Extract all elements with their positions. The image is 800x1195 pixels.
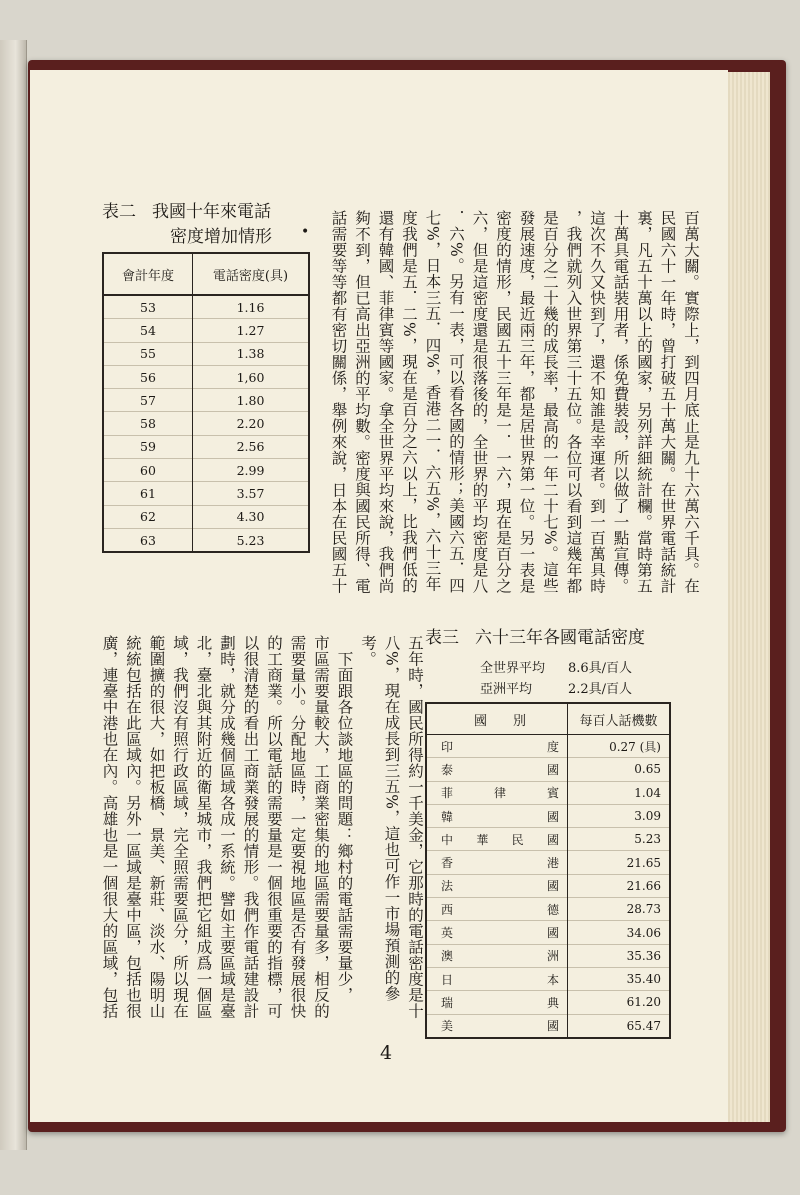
asia-avg-value: 2.2具/百人: [568, 682, 633, 697]
table-header-row: [426, 703, 670, 735]
world-avg-label: 全世界平均: [480, 661, 546, 676]
table-cell-value: 5.23: [568, 828, 671, 851]
table-cell-label: 澳洲: [426, 944, 568, 967]
table-cell-label: 韓國: [426, 804, 568, 827]
table-cell-label: 香港: [426, 851, 568, 874]
table-cell-value: 4.30: [193, 505, 310, 528]
table-cell-value: 34.06: [568, 921, 671, 944]
table-row: [103, 365, 309, 388]
table-header-row: [103, 253, 309, 295]
table-row: [426, 781, 670, 804]
table3-country-density: [425, 702, 671, 1039]
table-cell-value: 21.65: [568, 851, 671, 874]
table-cell-value: 28.73: [568, 898, 671, 921]
table-cell-label: 53: [103, 295, 193, 319]
table-cell-label: 54: [103, 319, 193, 342]
world-average: [480, 658, 632, 679]
table-row: [426, 851, 670, 874]
table-row: [103, 505, 309, 528]
table-row: [426, 991, 670, 1014]
table2-label: 表二: [102, 202, 136, 222]
book-page: [30, 70, 728, 1122]
table-cell-label: 菲律賓: [426, 781, 568, 804]
table3-title: 六十三年各國電話密度: [475, 628, 645, 648]
table-row: [103, 295, 309, 319]
table-row: [103, 412, 309, 435]
table-cell-label: 58: [103, 412, 193, 435]
page-number: 4: [380, 1042, 393, 1064]
table-cell-value: 1.80: [193, 389, 310, 412]
table2-caption: [102, 200, 271, 224]
table-cell-value: 2.56: [193, 435, 310, 458]
table-cell-value: 2.99: [193, 459, 310, 482]
table-row: [103, 435, 309, 458]
table-cell-value: 35.40: [568, 967, 671, 990]
table-cell-value: 35.36: [568, 944, 671, 967]
table-cell-label: 泰國: [426, 758, 568, 781]
table-cell-label: 55: [103, 342, 193, 365]
table-cell-value: 1.38: [193, 342, 310, 365]
table-row: [426, 921, 670, 944]
table-cell-label: 60: [103, 459, 193, 482]
averages-block: [480, 658, 632, 700]
bullet-mark: •: [301, 224, 310, 240]
table-cell-value: 61.20: [568, 991, 671, 1014]
table3-caption: [425, 626, 645, 650]
table-cell-value: 1.16: [193, 295, 310, 319]
table-cell-label: 56: [103, 365, 193, 388]
table-cell-label: 57: [103, 389, 193, 412]
table-row: [103, 482, 309, 505]
page-stack-edge: [726, 72, 770, 1122]
table-row: [426, 735, 670, 758]
table-cell-label: 印度: [426, 735, 568, 758]
asia-average: [480, 679, 632, 700]
table-row: [426, 874, 670, 897]
table-cell-label: 中華民國: [426, 828, 568, 851]
table-row: [426, 828, 670, 851]
table3-label: 表三: [425, 628, 459, 648]
table2-title-line2: 密度增加情形: [170, 227, 272, 247]
table-cell-value: 21.66: [568, 874, 671, 897]
table-cell-label: 英國: [426, 921, 568, 944]
table-cell-value: 65.47: [568, 1014, 671, 1038]
asia-avg-label: 亞洲平均: [480, 682, 533, 697]
table-row: [103, 389, 309, 412]
table-cell-value: 1.04: [568, 781, 671, 804]
table-row: [103, 459, 309, 482]
table2-title-line1: 我國十年來電話: [152, 202, 271, 222]
table-row: [103, 342, 309, 365]
table-cell-value: 1.27: [193, 319, 310, 342]
table-cell-label: 日本: [426, 967, 568, 990]
table-cell-label: 瑞典: [426, 991, 568, 1014]
facing-page-edge: [0, 40, 27, 1150]
table-row: [426, 898, 670, 921]
table-cell-value: 3.09: [568, 804, 671, 827]
table-row: [426, 758, 670, 781]
lower-text-block: 五年時，國民所得約一千美金，它那時的電話密度是十 八%，現在成長到三五%，這也可作一市場預測的參 考。 下面跟各位談地區的問題：鄉村的電話需要量少， 市區需要量較大，工商業密集的地區需要量多，相反的 需要量小。分配地區時，一定要視地區是否有發展很快 的工商業。所以電話的需要量是一個很重要的指標，可 以很清楚的看出工商業發展的情形。我們作電話建設計 劃時，就分成幾個區域各成一系統。譬如主要區域是臺 北，臺北與其附近的衛星城市，我們把它組成爲一個區 域，我們沒有照行政區域，完全照需要區分，所以現在 範圍擴的很大，如把板橋、景美、新莊、淡水、陽明山 統統包括在此區域內。另外一區域是臺中區，包括也很 廣，連臺中港也在內。高雄也是一個很大的區域，包括: [100, 635, 424, 1019]
table2-header-density: 電話密度(具): [193, 253, 310, 295]
table-row: [426, 944, 670, 967]
table2-caption-line2: [170, 225, 272, 249]
table3-header-country: 國 別: [426, 703, 568, 735]
table-cell-value: 2.20: [193, 412, 310, 435]
table-row: [426, 1014, 670, 1038]
table-cell-label: 62: [103, 505, 193, 528]
table-cell-value: 1,60: [193, 365, 310, 388]
table-cell-label: 63: [103, 528, 193, 552]
table-cell-value: 5.23: [193, 528, 310, 552]
table-cell-value: 3.57: [193, 482, 310, 505]
table-cell-label: 59: [103, 435, 193, 458]
table-cell-value: 0.27 (具): [568, 735, 671, 758]
table-cell-label: 美國: [426, 1014, 568, 1038]
table-cell-label: 61: [103, 482, 193, 505]
table-cell-label: 法國: [426, 874, 568, 897]
table3-header-phones: 每百人話機數: [568, 703, 671, 735]
table-row: [103, 319, 309, 342]
table-row: [426, 804, 670, 827]
world-avg-value: 8.6具/百人: [568, 661, 633, 676]
table2-density-growth: [102, 252, 310, 553]
table2-header-year: 會計年度: [103, 253, 193, 295]
table-row: [103, 528, 309, 552]
upper-text-block: 百萬大關。實際上，到四月底止是九十六萬六千具。在 民國六十一年時，曾打破五十萬大關。在世界電話統計 裏，凡五十萬以上的國家，另列詳細統計欄。當時第五 十萬具電話裝用者，係免費裝設，所以做了一點宣傳。 這次不久又快到了，還不知誰是幸運者。到一百萬具時 ，我們就列入世界第三十五位。各位可以看到這幾年都 是百分之二十幾的成長率，最高的一年二十七%。這些 發展速度，最近兩三年，都是居世界第一位。另一表是 密度的情形，民國五十三年是一．一六，現在是百分之 六，但是這密度還是很落後的，全世界的平均密度是八 ．六%。另有一表，可以看各國的情形；美國六五．四 七%，日本三五．四%，香港二一．六五%，六十三年 度我們是五．二%，現在是百分之六以上，比我們低的 還有韓國、菲律賓等國家。拿全世界平均來說，我們尚 夠不到，但已高出亞洲的平均數。密度與國民所得、電 話需要等等都有密切關係，舉例來說，日本在民國五十: [329, 210, 700, 594]
table-cell-value: 0.65: [568, 758, 671, 781]
table-cell-label: 西德: [426, 898, 568, 921]
table-row: [426, 967, 670, 990]
